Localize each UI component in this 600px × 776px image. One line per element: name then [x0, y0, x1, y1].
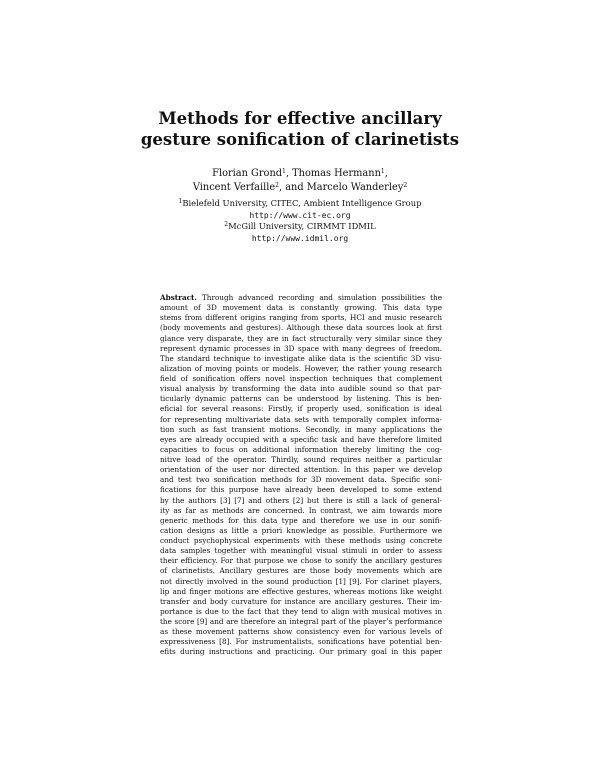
abstract-line — [160, 607, 442, 617]
abstract-line — [160, 334, 442, 344]
abstract-line-text: the score [9] and are therefore an integral part of the player’s performance — [160, 617, 442, 626]
abstract-line — [160, 425, 442, 435]
abstract-line — [160, 323, 442, 333]
abstract-line-text: capacities to focus on additional information thereby limiting the cog- — [160, 444, 442, 454]
abstract-line — [160, 475, 442, 485]
abstract-line-text: (body movements and gestures). Although these data sources look at first — [160, 323, 442, 333]
abstract-line — [160, 546, 442, 556]
abstract-line — [160, 394, 442, 404]
abstract-line — [160, 293, 442, 303]
author-affil-marker: 2 — [275, 182, 279, 189]
abstract-line-text: alization of moving points or models. However, the rather young research — [160, 363, 442, 373]
affiliation-url[interactable]: http://www.idmil.org — [251, 233, 349, 243]
abstract-line-text: efits during instructions and practicing. Our primary goal in this paper — [160, 647, 442, 657]
author-separator: , — [384, 168, 388, 179]
abstract-line-text: nitive load of the operator. Thirdly, sound requires neither a particular — [160, 455, 442, 464]
author-affil-marker: 1 — [282, 168, 286, 175]
abstract — [160, 293, 442, 658]
abstract-line-text: ity as far as methods are concerned. In contrast, we aim towards more — [160, 505, 442, 515]
title-line: Methods for effective ancillary — [158, 109, 442, 128]
abstract-line-text: orientation of the user nor directed attention. In this paper we develop — [160, 465, 442, 475]
abstract-line-text: by the authors [3] [7] and others [2] but there is still a lack of general- — [160, 495, 442, 505]
paper-title — [100, 108, 500, 150]
abstract-line — [160, 526, 442, 536]
abstract-line — [160, 536, 442, 546]
abstract-line — [160, 506, 442, 516]
abstract-line — [160, 374, 442, 384]
abstract-line-text: glance very disparate, they are in fact structurally very similar since they — [160, 333, 442, 343]
abstract-line — [160, 303, 442, 313]
affiliation-url[interactable]: http://www.cit-ec.org — [249, 210, 351, 220]
abstract-line — [160, 647, 442, 657]
abstract-line-text: visual analysis by transforming the data into audible sound so that par- — [160, 384, 442, 394]
affiliations — [100, 198, 500, 244]
abstract-line-text: lip and finger motions are effective gestures, whereas motions like weight — [160, 586, 442, 596]
abstract-line — [160, 364, 442, 374]
abstract-line-text: amount of 3D movement data is constantly growing. This data type — [160, 303, 442, 313]
abstract-line — [160, 435, 442, 445]
abstract-line — [160, 465, 442, 475]
abstract-line — [160, 404, 442, 414]
abstract-line — [160, 313, 442, 323]
abstract-line-text: stems from different origins ranging from sports, HCI and music research — [160, 313, 442, 323]
abstract-line-text: fications for this purpose have already been developed to some extend — [160, 485, 442, 495]
abstract-line — [160, 566, 442, 576]
author-affil-marker: 2 — [403, 182, 408, 189]
abstract-line — [160, 627, 442, 637]
abstract-line — [160, 344, 442, 354]
abstract-line-text: and test two sonification methods for 3D movement data. Specific soni- — [160, 475, 442, 485]
abstract-line — [160, 496, 442, 506]
abstract-line — [160, 384, 442, 394]
abstract-line-text: The standard technique to investigate alike data is the scientific 3D visu- — [160, 353, 442, 363]
abstract-line-text: eficial for several reasons: Firstly, if properly used, sonification is ideal — [160, 404, 442, 414]
author-name: Vincent Verfaille — [192, 182, 276, 193]
abstract-line-text: represent dynamic processes in 3D space with many degrees of freedom. — [160, 343, 442, 353]
abstract-line-text: tion such as fast transient motions. Secondly, in many applications the — [160, 424, 442, 434]
abstract-line — [160, 556, 442, 566]
author-list — [100, 167, 500, 195]
abstract-line — [160, 577, 442, 587]
abstract-line — [160, 485, 442, 495]
abstract-line — [160, 445, 442, 455]
abstract-line — [160, 415, 442, 425]
affiliation-text: McGill University, CIRMMT IDMIL — [228, 221, 376, 232]
abstract-line-text: for representing multivariate data sets with temporally complex informa- — [160, 414, 442, 424]
author-affil-marker: 1 — [380, 168, 385, 175]
abstract-line-text: field of sonification offers novel inspection techniques that complement — [160, 374, 442, 383]
affiliation-2 — [100, 221, 500, 233]
affiliation-text: Bielefeld University, CITEC, Ambient Intelligence Group — [182, 198, 422, 208]
abstract-line — [160, 587, 442, 597]
abstract-line — [160, 455, 442, 465]
abstract-line-text: not directly involved in the sound production [1] [9]. For clarinet players, — [160, 576, 442, 586]
abstract-line-text: transfer and body curvature for instance are ancillary gestures. Their im- — [160, 596, 442, 606]
abstract-line-text: generic methods for this data type and therefore we use in our sonifi- — [160, 515, 442, 525]
abstract-line-text: expressiveness [8]. For instrumentalists, sonifications have potential ben- — [160, 637, 442, 647]
abstract-line-text: Through advanced recording and simulation possibilities the — [201, 293, 442, 302]
abstract-line — [160, 617, 442, 627]
abstract-line-text: as these movement patterns show consistency even for various levels of — [160, 627, 442, 637]
abstract-line — [160, 597, 442, 607]
abstract-line-text: ticularly dynamic patterns can be understood by listening. This is ben- — [160, 394, 442, 404]
abstract-line-text: of clarinetists. Ancillary gestures are those body movements which are — [160, 566, 442, 576]
abstract-line-text: eyes are already occupied with a specific task and have therefore limited — [160, 434, 442, 444]
abstract-line — [160, 354, 442, 364]
abstract-line-text: conduct psychophysical experiments with these methods using concrete — [160, 536, 442, 545]
abstract-line-text: data samples together with meaningful visual stimuli in order to assess — [160, 546, 442, 556]
abstract-line — [160, 637, 442, 647]
affil-marker: 1 — [178, 198, 183, 205]
abstract-line-text: their efficiency. For that purpose we chose to sonify the ancillary gestures — [160, 556, 442, 566]
abstract-line — [160, 516, 442, 526]
title-line: gesture sonification of clarinetists — [140, 130, 460, 149]
abstract-heading: Abstract. — [160, 293, 197, 302]
author-name: , Thomas Hermann — [285, 168, 381, 179]
affiliation-1 — [100, 198, 500, 210]
author-name: , and Marcelo Wanderley — [278, 182, 404, 193]
affil-marker: 2 — [224, 221, 229, 229]
abstract-line-text: cation designs as little a priori knowledge as possible. Furthermore we — [160, 525, 442, 535]
abstract-line-text: portance is due to the fact that they tend to align with musical motives in — [160, 606, 442, 616]
author-name: Florian Grond — [212, 168, 283, 179]
